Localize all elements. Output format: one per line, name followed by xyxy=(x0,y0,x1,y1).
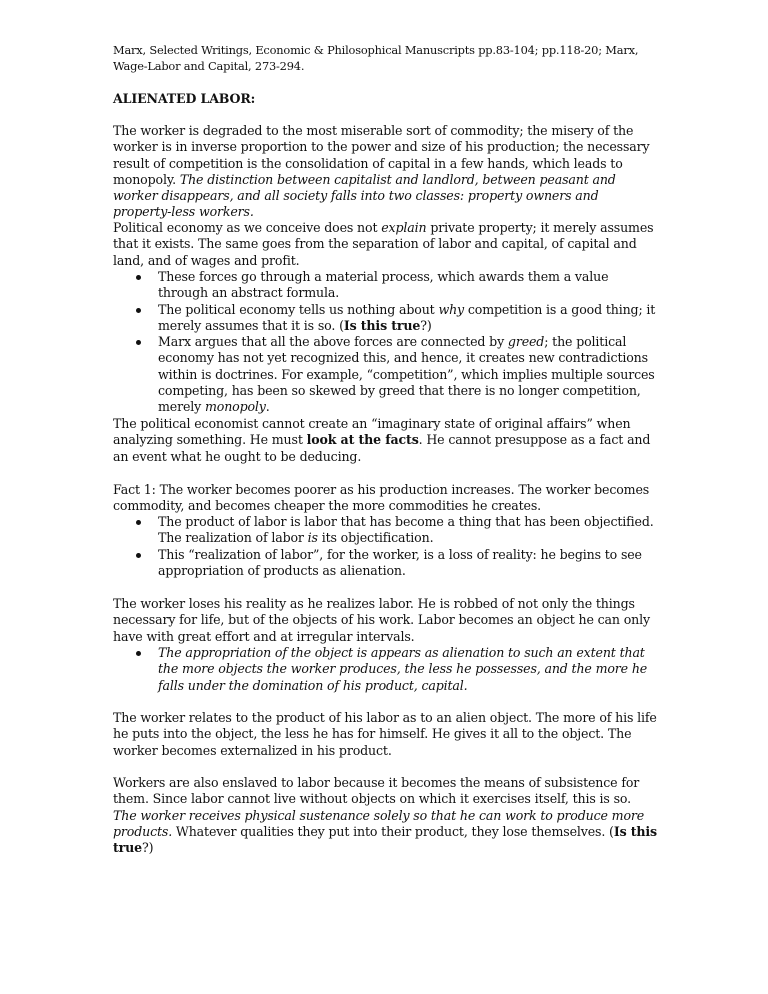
list-item-text: Marx argues that all the above forces are connected by xyxy=(158,334,508,350)
bullet-list-1 xyxy=(113,269,658,416)
list-item xyxy=(113,645,658,694)
bullet-icon xyxy=(136,308,141,313)
paragraph-4: Fact 1: The worker becomes poorer as his production increases. The worker becomes commodity, and becomes cheaper the more commodities he creates. xyxy=(113,482,650,514)
paragraph-1-text: The worker is degraded to the most miserable sort of commodity; the misery of the worker is in inverse proportion to the power and size of his production; the necessary result of competition is the consolidation of capital in a few hands, which leads to monopoly. xyxy=(113,123,650,187)
paragraph-6: The worker relates to the product of his labor as to an alien object. The more of his life he puts into the object, the less he has for himself. He gives it all to the object. The worker becomes externalized in his product. xyxy=(113,710,657,758)
bullet-list-3 xyxy=(113,645,658,694)
paragraph-1-emphasis: The distinction between capitalist and landlord, between peasant and worker disappears, and all society falls into two classes: property owners and property-less workers. xyxy=(113,171,616,220)
paragraph-1 xyxy=(113,123,658,221)
paragraph-5: The worker loses his reality as he realizes labor. He is robbed of not only the things necessary for life, but of the objects of his work. Labor becomes an object he can only have with great effort and at irregular intervals. xyxy=(113,596,650,644)
list-item-text: The political economy tells us nothing about xyxy=(158,301,439,317)
paragraph-2-text-a: Political economy as we conceive does not xyxy=(113,220,382,235)
list-item-text: ?) xyxy=(420,317,432,333)
paragraph-3 xyxy=(113,416,658,465)
list-item-text: The appropriation of the object is appears as alienation to such an extent that the more objects the worker produces, the less he possesses, and the more he falls under the domination of his product, capital. xyxy=(158,645,648,693)
citation-header: Marx, Selected Writings, Economic & Philosophical Manuscripts pp.83-104; pp.118-20; Marx, Wage-Labor and Capital, 273-294. xyxy=(113,43,639,74)
list-item-emphasis: is xyxy=(307,530,318,546)
paragraph-3-bold: look at the facts xyxy=(306,432,419,448)
list-item-text: These forces go through a material process, which awards them a value through an abstract formula. xyxy=(158,269,609,301)
list-item xyxy=(113,514,658,547)
paragraph-3-text-c: . He cannot presuppose as a fact and an event what he ought to be deducing. xyxy=(113,432,651,464)
list-item-bold: Is this true xyxy=(343,317,421,333)
list-item xyxy=(113,547,658,580)
list-item-emphasis: monopoly xyxy=(204,399,266,415)
paragraph-7-text-a: Workers are also enslaved to labor because it becomes the means of subsistence for them. Since labor cannot live without objects on which it exercises itself, this is so. xyxy=(113,775,640,807)
list-item-emphasis: greed xyxy=(507,334,545,350)
list-item-text: competition is a good thing; it merely assumes that it is so. ( xyxy=(158,301,656,333)
bullet-icon xyxy=(136,275,141,280)
bullet-icon xyxy=(136,651,141,656)
list-item-text: The product of labor is labor that has become a thing that has been objectified. The realization of labor xyxy=(158,514,654,546)
bullet-icon xyxy=(136,520,141,525)
bullet-icon xyxy=(136,553,141,558)
list-item-text: This “realization of labor”, for the worker, is a loss of reality: he begins to see appropriation of products as alienation. xyxy=(158,546,642,578)
list-item-text: . xyxy=(265,399,270,415)
paragraph-3-text-a: The political economist cannot create an “imaginary state of original affairs” when analyzing something. He must xyxy=(113,416,631,448)
list-item xyxy=(113,269,658,302)
section-title: ALIENATED LABOR: xyxy=(113,91,256,106)
list-item-text: its objectification. xyxy=(317,530,434,546)
list-item xyxy=(113,334,658,415)
paragraph-7-emphasis: The worker receives physical sustenance solely so that he can work to produce more products. xyxy=(113,807,645,839)
paragraph-2-emphasis: explain xyxy=(381,220,427,235)
list-item-text: ; the political economy has not yet recognized this, and hence, it creates new contradictions within is doctrines. For example, “competition”, which implies multiple sources competing, has been so skewed by greed that there is no longer competition, merely xyxy=(158,334,655,415)
bullet-list-2 xyxy=(113,514,658,579)
paragraph-7-bold: Is this true xyxy=(113,823,657,856)
list-item-emphasis: why xyxy=(438,301,465,317)
bullet-icon xyxy=(136,340,141,345)
paragraph-2 xyxy=(113,220,658,269)
paragraph-7 xyxy=(113,775,658,856)
paragraph-7-text-c: Whatever qualities they put into their product, they lose themselves. ( xyxy=(172,823,614,839)
list-item xyxy=(113,302,658,335)
paragraph-2-text-c: private property; it merely assumes that it exists. The same goes from the separation of labor and capital, of capital and land, and of wages and profit. xyxy=(113,220,654,268)
paragraph-7-text-e: ?) xyxy=(142,840,154,856)
